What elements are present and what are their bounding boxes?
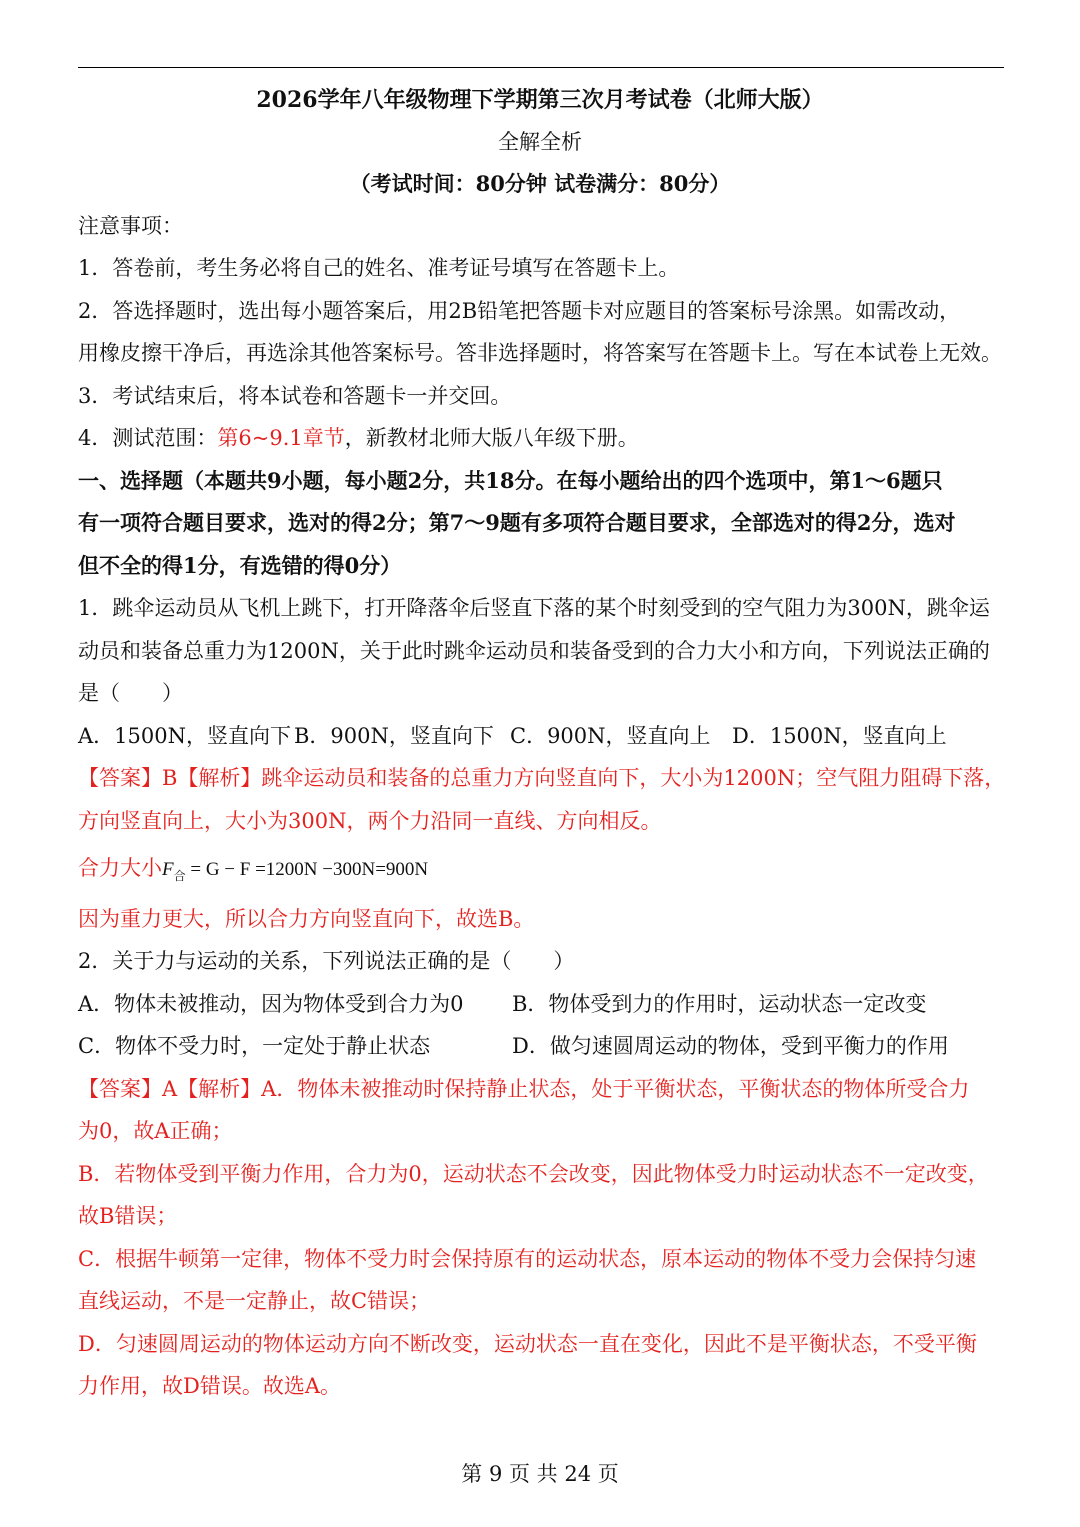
q1-answer-line-3: 因为重力更大，所以合力方向竖直向下，故选B。 <box>78 907 535 931</box>
note-2-line-1: 2．答选择题时，选出每小题答案后，用2B铅笔把答题卡对应题目的答案标号涂黑。如需改动， <box>78 299 961 323</box>
q1-formula-label: 合力大小 <box>78 856 162 880</box>
formula-subscript: 合 <box>173 868 186 883</box>
section-heading-line-1: 一、选择题（本题共9小题，每小题2分，共18分。在每小题给出的四个选项中，第1～6题只 <box>78 468 943 493</box>
q2-answer-b-line-1: B．若物体受到平衡力作用，合力为0，运动状态不会改变，因此物体受力时运动状态不一定改变， <box>78 1162 989 1186</box>
q1-stem-line-3: 是（ ） <box>78 681 183 705</box>
q2-answer-a-line-2: 为0，故A正确； <box>78 1119 233 1143</box>
q2-options-row-1 <box>78 989 1004 1019</box>
note-1: 1．答卷前，考生务必将自己的姓名、准考证号填写在答题卡上。 <box>78 256 680 280</box>
section-heading-line-3: 但不全的得1分，有选错的得0分） <box>78 553 402 578</box>
q1-option-a: A．1500N，竖直向下 <box>78 724 291 748</box>
q2-answer-c-line-2: 直线运动，不是一定静止，故C错误； <box>78 1289 431 1313</box>
formula-symbol-f: F <box>162 859 174 880</box>
exam-info: （考试时间：80分钟 试卷满分：80分） <box>349 171 731 196</box>
section-heading-line-2: 有一项符合题目要求，选对的得2分；第7～9题有多项符合题目要求，全部选对的得2分，选对 <box>78 510 956 535</box>
note-4 <box>78 423 1004 453</box>
q1-options <box>78 721 1004 751</box>
note-4-prefix: 4．测试范围： <box>78 426 218 450</box>
document-title: 2026学年八年级物理下学期第三次月考试卷（北师大版） <box>256 87 824 113</box>
q1-stem-line-1: 1．跳伞运动员从飞机上跳下，打开降落伞后竖直下落的某个时刻受到的空气阻力为300N，跳伞运 <box>78 596 990 620</box>
q2-options-row-2 <box>78 1031 1004 1061</box>
q2-stem: 2．关于力与运动的关系，下列说法正确的是（ ） <box>78 949 575 973</box>
q1-option-b: B．900N，竖直向下 <box>294 724 494 748</box>
note-2-line-2: 用橡皮擦干净后，再选涂其他答案标号。答非选择题时，将答案写在答题卡上。写在本试卷上无效。 <box>78 341 1002 365</box>
q2-answer-d-line-2: 力作用，故D错误。故选A。 <box>78 1374 342 1398</box>
q2-answer-c-line-1: C．根据牛顿第一定律，物体不受力时会保持原有的运动状态，原本运动的物体不受力会保持匀速 <box>78 1247 977 1271</box>
q2-option-a: A．物体未被推动，因为物体受到合力为0 <box>78 992 464 1016</box>
q2-answer-d-line-1: D．匀速圆周运动的物体运动方向不断改变，运动状态一直在变化，因此不是平衡状态，不受平衡 <box>78 1332 977 1356</box>
page-number: 第 9 页 共 24 页 <box>461 1462 619 1486</box>
note-4-scope: 第6~9.1章节 <box>217 426 345 450</box>
header-rule <box>78 67 1004 68</box>
q1-answer-line-1: 【答案】B【解析】跳伞运动员和装备的总重力方向竖直向下，大小为1200N；空气阻力阻碍下落， <box>78 766 1006 790</box>
q2-answer-a-line-1: 【答案】A【解析】A．物体未被推动时保持静止状态，处于平衡状态，平衡状态的物体所受合力 <box>78 1077 970 1101</box>
q1-formula <box>162 859 429 883</box>
q1-option-c: C．900N，竖直向上 <box>510 724 711 748</box>
q2-option-d: D．做匀速圆周运动的物体，受到平衡力的作用 <box>512 1034 949 1058</box>
q1-answer-line-2: 方向竖直向上，大小为300N，两个力沿同一直线、方向相反。 <box>78 809 662 833</box>
notes-heading: 注意事项： <box>78 214 183 238</box>
q2-option-b: B．物体受到力的作用时，运动状态一定改变 <box>512 992 927 1016</box>
q1-formula-line <box>78 853 1004 891</box>
q2-option-c: C．物体不受力时，一定处于静止状态 <box>78 1034 431 1058</box>
q1-option-d: D．1500N，竖直向上 <box>732 724 947 748</box>
note-3: 3．考试结束后，将本试卷和答题卡一并交回。 <box>78 384 512 408</box>
q1-stem-line-2: 动员和装备总重力为1200N，关于此时跳伞运动员和装备受到的合力大小和方向，下列说法正确的 <box>78 639 990 663</box>
formula-expression: = G − F =1200N −300N=900N <box>185 859 429 880</box>
note-4-suffix: ，新教材北师大版八年级下册。 <box>344 426 639 450</box>
q2-answer-b-line-2: 故B错误； <box>78 1204 178 1228</box>
document-subtitle: 全解全析 <box>498 130 582 154</box>
